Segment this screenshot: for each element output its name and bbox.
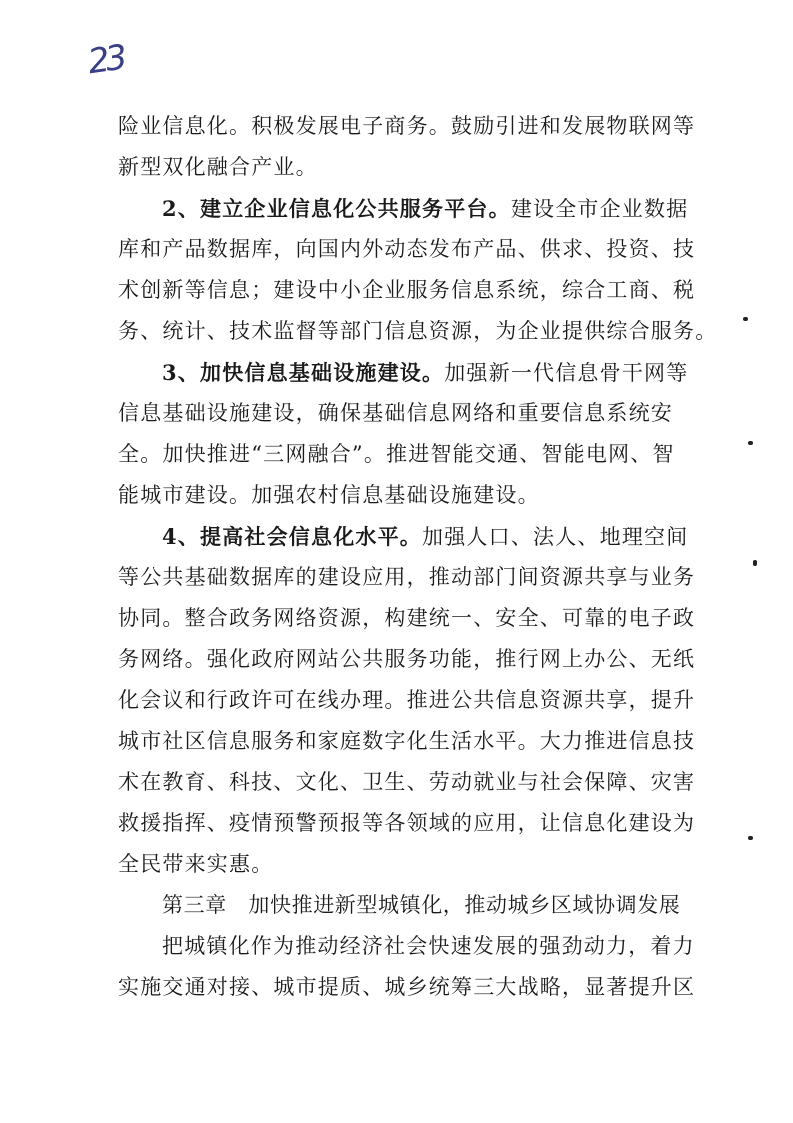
line-text: 库和产品数据库，向国内外动态发布产品、供求、投资、技: [118, 237, 696, 261]
text-line: [118, 926, 718, 967]
scan-speck: [748, 836, 753, 840]
text-line: [118, 844, 718, 885]
line-text: 全民带来实惠。: [118, 852, 274, 876]
text-line: [118, 147, 718, 188]
line-text: 术在教育、科技、文化、卫生、劳动就业与社会保障、灾害: [118, 770, 696, 794]
line-text: 城市社区信息服务和家庭数字化生活水平。大力推进信息技: [118, 729, 696, 753]
text-line: [118, 598, 718, 639]
text-line: [118, 967, 718, 1008]
line-text: 新型双化融合产业。: [118, 155, 318, 179]
section-heading: 2、建立企业信息化公共服务平台。: [162, 196, 511, 221]
line-text: 等公共基础数据库的建设应用，推动部门间资源共享与业务: [118, 565, 696, 589]
line-text: 实施交通对接、城市提质、城乡统筹三大战略，显著提升区: [118, 975, 696, 999]
line-text: 全。加快推进“三网融合”。推进智能交通、智能电网、智: [118, 442, 675, 466]
text-line: [118, 434, 718, 475]
handwritten-page-number: 23: [85, 37, 126, 83]
line-text: 加强新一代信息骨干网等: [444, 361, 689, 385]
text-line: [118, 106, 718, 147]
line-text: 务、统计、技术监督等部门信息资源，为企业提供综合服务。: [118, 319, 718, 343]
section-heading: 3、加快信息基础设施建设。: [162, 360, 445, 385]
text-line: [118, 393, 718, 434]
line-text: 信息基础设施建设，确保基础信息网络和重要信息系统安: [118, 401, 673, 425]
scan-speck: [753, 560, 757, 566]
line-text: 建设全市企业数据: [510, 197, 689, 221]
line-text: 化会议和行政许可在线办理。推进公共信息资源共享，提升: [118, 688, 696, 712]
section-heading-line: [118, 188, 718, 229]
line-text: 术创新等信息；建设中小企业服务信息系统，综合工商、税: [118, 278, 696, 302]
line-text: 加强人口、法人、地理空间: [422, 525, 689, 549]
scan-speck: [743, 317, 748, 321]
line-text: 把城镇化作为推动经济社会快速发展的强劲动力，着力: [162, 934, 695, 958]
section-heading-line: [118, 516, 718, 557]
text-line: [118, 721, 718, 762]
text-line: [118, 270, 718, 311]
line-text: 救援指挥、疫情预警预报等各领域的应用，让信息化建设为: [118, 811, 696, 835]
text-line: [118, 762, 718, 803]
line-text: 协同。整合政务网络资源，构建统一、安全、可靠的电子政: [118, 606, 696, 630]
text-line: [118, 475, 718, 516]
line-text: 第三章 加快推进新型城镇化，推动城乡区域协调发展: [162, 893, 681, 917]
body-text: [118, 106, 718, 1008]
text-line: [118, 639, 718, 680]
text-line: [118, 229, 718, 270]
text-line: [118, 680, 718, 721]
text-line: [118, 557, 718, 598]
line-text: 险业信息化。积极发展电子商务。鼓励引进和发展物联网等: [118, 114, 696, 138]
text-line: [118, 803, 718, 844]
section-heading-line: [118, 352, 718, 393]
scan-speck: [748, 441, 753, 445]
text-line: [118, 311, 718, 352]
line-text: 务网络。强化政府网站公共服务功能，推行网上办公、无纸: [118, 647, 696, 671]
section-heading: 4、提高社会信息化水平。: [162, 524, 423, 549]
line-text: 能城市建设。加强农村信息基础设施建设。: [118, 483, 540, 507]
chapter-title: [118, 885, 718, 926]
